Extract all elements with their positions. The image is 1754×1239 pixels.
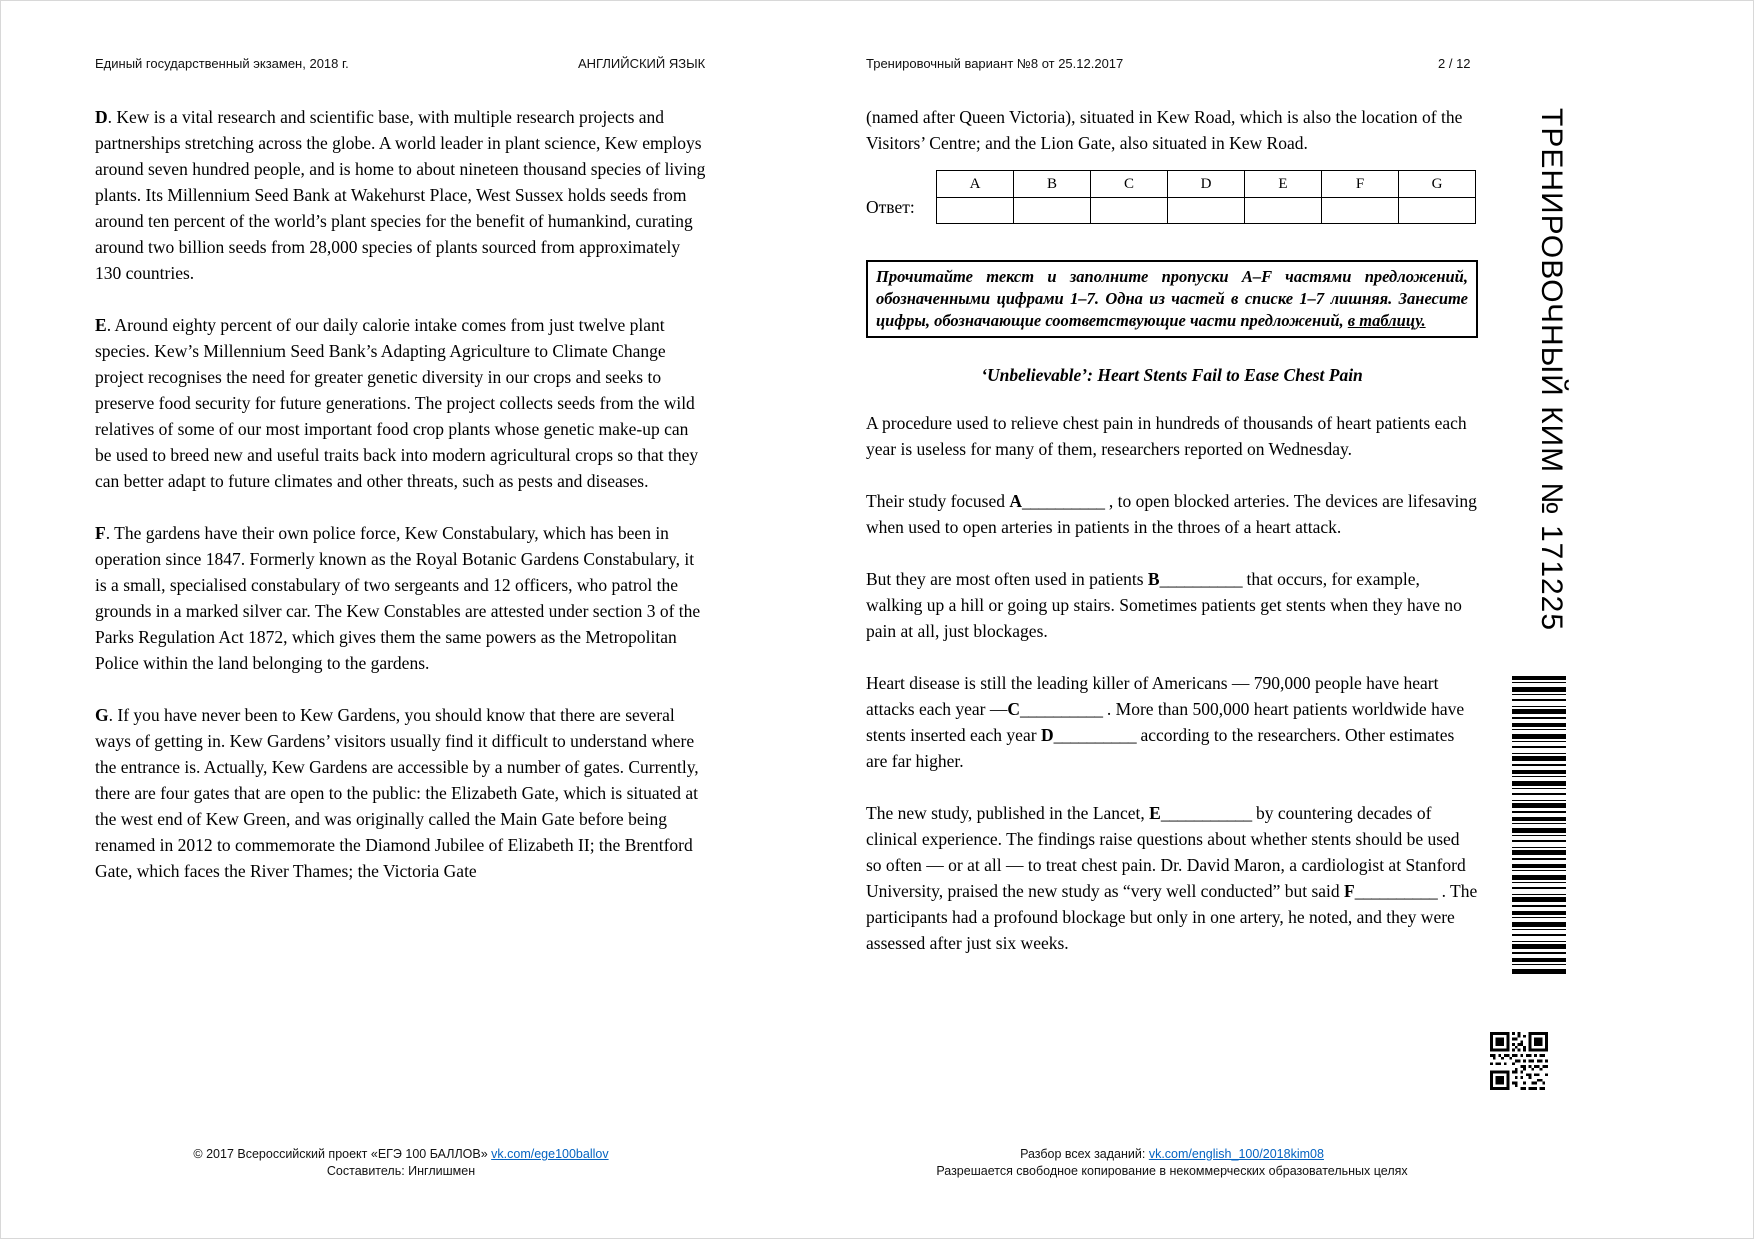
article-title: ‘Unbelievable’: Heart Stents Fail to Ease Chest Pain — [981, 365, 1363, 385]
gap-blank: __________ — [1020, 699, 1103, 719]
answer-column-header-C: C — [1091, 171, 1168, 198]
gap-blank: __________ — [1354, 881, 1438, 901]
answer-cell-A — [937, 198, 1014, 224]
footer-right — [866, 1146, 1478, 1180]
answer-table-input-row — [937, 198, 1476, 224]
barcode — [1512, 676, 1566, 976]
right-column — [866, 104, 1478, 982]
continuation-paragraph: (named after Queen Victoria), situated in Kew Road, which is also the location of the Visitors’ Centre; and the Lion Gate, also situated in Kew Road. — [866, 107, 1463, 153]
paragraph-text: according to the researchers. Other estimates are far higher. — [866, 725, 1455, 771]
paragraph-text: Their study focused — [866, 491, 1010, 511]
article-paragraph-5 — [866, 800, 1478, 956]
article-paragraph-3 — [866, 566, 1478, 644]
text-paragraph-G: G. If you have never been to Kew Gardens, you should know that there are several ways of getting in. Kew Gardens’ visitors usually find it difficult to understand where the entrance is. Actually, Kew Gardens are accessible by a number of gates. Currently, there are four gates that are open to the public: the Elizabeth Gate, which is situated at the west end of Kew Green, and was originally called the Main Gate before being renamed in 2012 to commemorate the Diamond Jubilee of Elizabeth II; the Brentford Gate, which faces the River Thames; the Victoria Gate — [95, 705, 699, 881]
text-paragraph-F: F. The gardens have their own police force, Kew Constabulary, which has been in operation since 1847. Formerly known as the Royal Botanic Gardens Constabulary, it is a small, specialised constabulary of two sergeants and 12 officers, who patrol the grounds in a marked silver car. The Kew Constables are attested under section 3 of the Parks Regulation Act 1872, which gives them the same powers as the Metropolitan Police within the land belonging to the gardens. — [95, 523, 701, 673]
paragraph-letter: E — [95, 315, 107, 335]
footer-author: Составитель: Инглишмен — [326, 1164, 476, 1178]
article-paragraph-2 — [866, 488, 1478, 540]
footer-solutions-label: Разбор всех заданий: — [1020, 1147, 1149, 1161]
paragraph-letter: D — [95, 107, 108, 127]
gap-letter: C — [1007, 699, 1021, 719]
kim-number-vertical-label: ТРЕНИРОВОЧНЫЙ КИМ № 171225 — [1535, 108, 1568, 632]
header-subject: АНГЛИЙСКИЙ ЯЗЫК — [578, 56, 706, 71]
footer-left — [95, 1146, 707, 1180]
answer-cell-E — [1245, 198, 1322, 224]
answer-column-header-B: B — [1014, 171, 1091, 198]
left-column-paragraphs — [95, 104, 707, 884]
answer-cell-B — [1014, 198, 1091, 224]
footer-right-link[interactable]: vk.com/english_100/2018kim08 — [1148, 1147, 1324, 1161]
gap-blank: __________ — [1053, 725, 1137, 745]
answer-cell-F — [1322, 198, 1399, 224]
paragraph-text: . The participants had a profound blockage but only in one artery, he noted, and they were assessed after just six weeks. — [866, 881, 1478, 953]
answer-column-header-G: G — [1399, 171, 1476, 198]
answer-cell-G — [1399, 198, 1476, 224]
paragraph-text: . More than 500,000 heart patients worldwide have stents inserted each year — [866, 699, 1465, 745]
text-paragraph-E: E. Around eighty percent of our daily calorie intake comes from just twelve plant species. Kew’s Millennium Seed Bank’s Adapting Agriculture to Climate Change project recognises the need for greater genetic diversity in our crops and seeks to preserve food security for future generations. The project collects seeds from the wild relatives of some of our most important food crop plants whose genetic make-up can be used to breed new and useful traits back into modern agricultural crops so that they can better adapt to future climates and other threats, such as pests and diseases. — [95, 315, 699, 491]
gap-letter: F — [1344, 881, 1355, 901]
paragraph-text: , to open blocked arteries. The devices are lifesaving when used to open arteries in patients in the throes of a heart attack. — [866, 491, 1477, 537]
footer-right-line1 — [866, 1146, 1478, 1163]
gap-blank: __________ — [1159, 569, 1243, 589]
paragraph-text: The new study, published in the Lancet, — [866, 803, 1150, 823]
text-paragraph-D: D. Kew is a vital research and scientific base, with multiple research projects and partnerships stretching across the globe. A world leader in plant science, Kew employs around seven hundred people, and is home to about nineteen thousand species of living plants. Its Millennium Seed Bank at Wakehurst Place, West Sussex holds seeds from around ten percent of the world’s plant species for the benefit of humankind, curating around two billion seeds from 28,000 species of plants sourced from approximately 130 countries. — [95, 107, 706, 283]
answer-cell-C — [1091, 198, 1168, 224]
answer-table — [936, 170, 1476, 224]
paragraph-text: A procedure used to relieve chest pain in hundreds of thousands of heart patients each year is useless for many of them, researchers reported on Wednesday. — [866, 413, 1467, 459]
answer-cell-D — [1168, 198, 1245, 224]
answer-table-header-row — [937, 171, 1476, 198]
paragraph-text: that occurs, for example, walking up a hill or going up stairs. Sometimes patients get stents when they have no pain at all, just blockages. — [866, 569, 1462, 641]
footer-license: Разрешается свободное копирование в некоммерческих образовательных целях — [936, 1164, 1408, 1178]
answer-column-header-F: F — [1322, 171, 1399, 198]
header-variant: Тренировочный вариант №8 от 25.12.2017 — [866, 56, 1124, 71]
answer-section — [866, 170, 1478, 224]
article-paragraph-1 — [866, 410, 1478, 462]
footer-left-line1 — [95, 1146, 707, 1163]
gap-letter: A — [1009, 491, 1023, 511]
paragraph-text: Heart disease is still the leading killer of Americans — 790,000 people have heart attacks each year — — [866, 673, 1439, 719]
left-column — [95, 104, 707, 910]
header-page-number: 2 / 12 — [1438, 56, 1471, 71]
gap-blank: ___________ — [1160, 803, 1252, 823]
article-paragraphs — [866, 410, 1478, 956]
paragraph-text: by countering decades of clinical experience. The findings raise questions about whether stents should be used so often — or at all — to treat chest pain. Dr. David Maron, a cardiologist at Stanford University, praised the new study as “very well conducted” but said — [866, 803, 1466, 901]
answer-column-header-D: D — [1168, 171, 1245, 198]
header-exam-title: Единый государственный экзамен, 2018 г. — [95, 56, 349, 71]
task-instruction-text: Прочитайте текст и заполните пропуски A–F частями предложений, обозначенными цифрами 1–7. Одна из частей в списке 1–7 лишняя. Занесите цифры, обозначающие соответствующие части предложений, — [876, 267, 1468, 330]
gap-blank: __________ — [1022, 491, 1105, 511]
footer-copyright: © 2017 Всероссийский проект «ЕГЭ 100 БАЛЛОВ» — [193, 1147, 492, 1161]
answer-label: Ответ: — [866, 197, 915, 217]
footer-left-link[interactable]: vk.com/ege100ballov — [491, 1147, 609, 1161]
gap-letter: D — [1040, 725, 1054, 745]
answer-column-header-A: A — [937, 171, 1014, 198]
gap-letter: B — [1147, 569, 1160, 589]
gap-letter: E — [1149, 803, 1161, 823]
paragraph-letter: G — [95, 705, 109, 725]
answer-column-header-E: E — [1245, 171, 1322, 198]
task-instruction-underlined: в таблицу. — [1347, 311, 1426, 330]
paragraph-letter: F — [95, 523, 106, 543]
paragraph-text: But they are most often used in patients — [866, 569, 1148, 589]
article-paragraph-4 — [866, 670, 1478, 774]
qr-code — [1490, 1032, 1548, 1090]
task-instruction-box — [866, 260, 1478, 338]
